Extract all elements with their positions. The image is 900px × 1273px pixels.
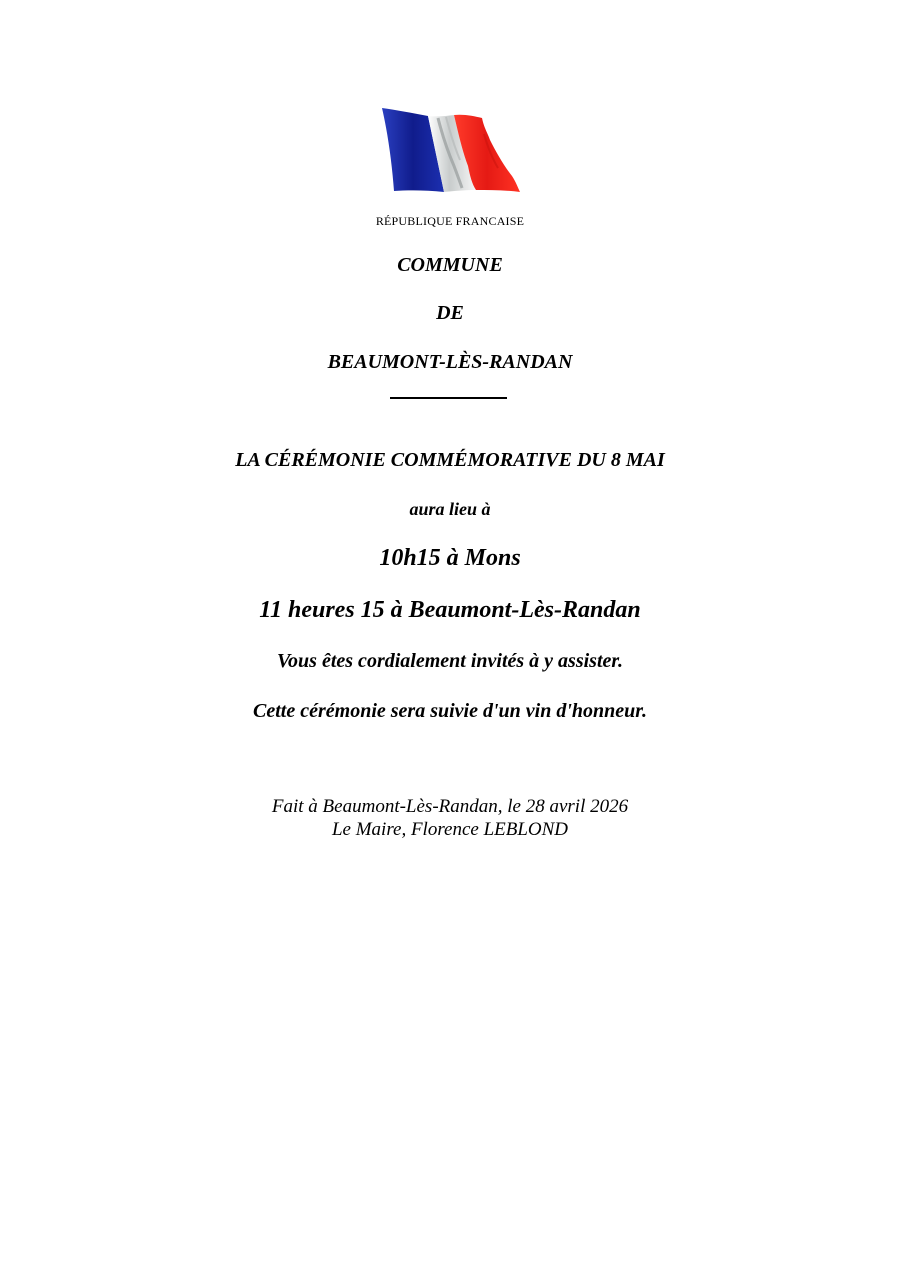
- commune-heading: COMMUNE: [397, 254, 503, 276]
- divider-line: [390, 397, 507, 399]
- town-heading: BEAUMONT-LÈS-RANDAN: [327, 351, 573, 373]
- signature-place-date: Fait à Beaumont-Lès-Randan, le 28 avril 2026: [271, 796, 629, 817]
- ceremony-title: LA CÉRÉMONIE COMMÉMORATIVE DU 8 MAI: [235, 449, 665, 471]
- schedule-mons: 10h15 à Mons: [379, 545, 521, 571]
- signature-mayor: Le Maire, Florence LEBLOND: [331, 819, 569, 840]
- invitation-text: Vous êtes cordialement invités à y assister.: [276, 650, 624, 672]
- french-flag-icon: [378, 104, 522, 196]
- lieu-text: aura lieu à: [409, 499, 491, 519]
- de-heading: DE: [436, 302, 464, 324]
- vin-honneur-text: Cette cérémonie sera suivie d'un vin d'honneur.: [253, 700, 647, 722]
- republique-label: RÉPUBLIQUE FRANCAISE: [375, 214, 525, 228]
- schedule-beaumont: 11 heures 15 à Beaumont-Lès-Randan: [259, 597, 641, 623]
